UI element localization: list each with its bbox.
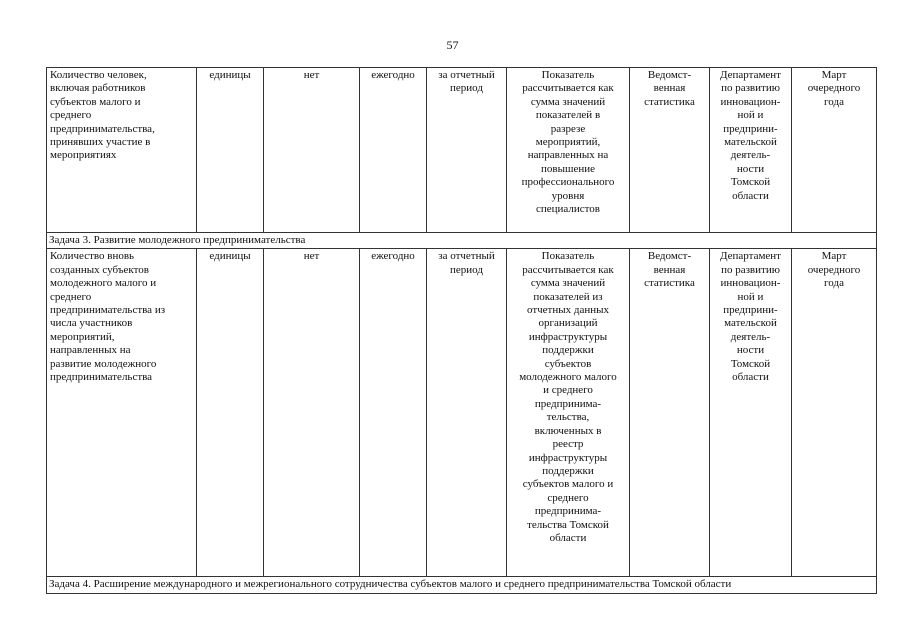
period-cell: за отчетный период	[427, 68, 507, 233]
unit-cell: единицы	[197, 249, 264, 577]
indicator-cell: Количество человек, включая работников субъектов малого и среднего предпринимательства, принявших участие в мероприятиях	[47, 68, 197, 233]
method-cell: Показатель рассчитывается как сумма значений показателей из отчетных данных организаций инфраструктуры поддержки субъектов молодежного малого и среднего предпринима- тельства, включенных в реестр инфраструктуры поддержки субъектов малого и среднего предпринима- тельства Томской области	[507, 249, 630, 577]
unit-cell: единицы	[197, 68, 264, 233]
method-cell: Показатель рассчитывается как сумма значений показателей в разрезе мероприятий, направленных на повышение профессионального уровня специалистов	[507, 68, 630, 233]
task-row	[47, 233, 877, 249]
task-3-heading: Задача 3. Развитие молодежного предпринимательства	[47, 233, 877, 249]
responsible-cell: Департамент по развитию инновацион- ной и предприни- мательской деятель- ности Томской области	[710, 68, 792, 233]
indicators-table	[46, 67, 877, 594]
table-row	[47, 249, 877, 577]
frequency-cell: ежегодно	[360, 249, 427, 577]
source-cell: Ведомст- венная статистика	[630, 68, 710, 233]
flag-cell: нет	[264, 249, 360, 577]
task-row	[47, 577, 877, 593]
flag-cell: нет	[264, 68, 360, 233]
responsible-cell: Департамент по развитию инновацион- ной и предприни- мательской деятель- ности Томской области	[710, 249, 792, 577]
table-row	[47, 68, 877, 233]
frequency-cell: ежегодно	[360, 68, 427, 233]
period-cell: за отчетный период	[427, 249, 507, 577]
task-4-heading: Задача 4. Расширение международного и межрегионального сотрудничества субъектов малого и среднего предпринимательства Томской области	[47, 577, 877, 593]
page-number: 57	[446, 38, 459, 52]
source-cell: Ведомст- венная статистика	[630, 249, 710, 577]
indicator-cell: Количество вновь созданных субъектов молодежного малого и среднего предпринимательства из числа участников мероприятий, направленных на развитие молодежного предпринимательства	[47, 249, 197, 577]
deadline-cell: Март очередного года	[792, 249, 877, 577]
deadline-cell: Март очередного года	[792, 68, 877, 233]
